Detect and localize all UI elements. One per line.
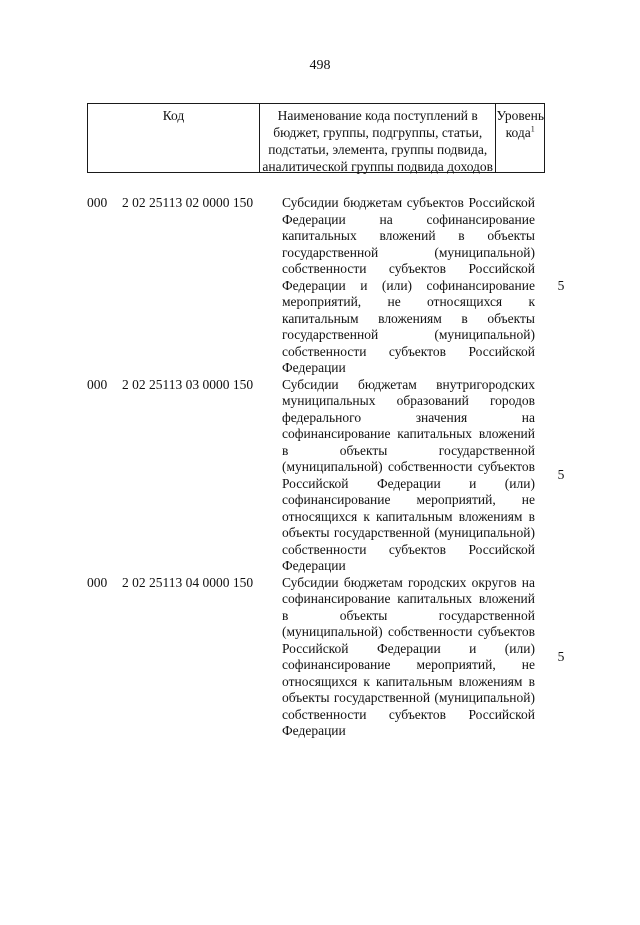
- row-admin-code: 000: [87, 195, 108, 210]
- header-name: Наименование кода поступлений в бюджет, группы, подгруппы, статьи, подстатьи, элемента, группы подвида, аналитической группы подвида доходов: [260, 104, 496, 172]
- row-income-code: 2 02 25113 04 0000 150: [122, 574, 254, 590]
- header-level-sublabel: [496, 124, 544, 141]
- row-income-name: Субсидии бюджетам субъектов Российской Федерации на софинансирование капитальных вложений в объекты государственной (муниципальной) собственности субъектов Российской Федерации и (или) софинансирование мероприятий, не относящихся к капитальным вложениям в объекты государственной (муниципальной) собственности субъектов Российской Федерации: [282, 195, 535, 375]
- row-level-value: 5: [557, 277, 565, 293]
- row-income-name: Субсидии бюджетам городских округов на софинансирование капитальных вложений в объекты государственной (муниципальной) собственности субъектов Российской Федерации и (или) софинансирование мероприятий, не относящихся к капитальным вложениям в объекты государственной (муниципальной) собственности субъектов Российской Федерации: [282, 574, 535, 738]
- row-level: [535, 575, 587, 740]
- row-income-code: 2 02 25113 02 0000 150: [122, 195, 254, 210]
- table-row: [87, 195, 587, 377]
- row-level-value: 5: [557, 648, 565, 664]
- table-body: [87, 195, 587, 740]
- row-level: [535, 377, 587, 575]
- header-level: [496, 104, 544, 172]
- page-number: 498: [309, 58, 331, 73]
- row-level-value: 5: [557, 467, 565, 483]
- row-income-code: 2 02 25113 03 0000 150: [122, 376, 254, 392]
- row-income-name: Субсидии бюджетам внутригородских муниципальных образований городов федерального значения на софинансирование капитальных вложений в объекты государственной (муниципальной) собственности субъектов Российской Федерации и (или) софинансирование мероприятий, не относящихся к капитальным вложениям в объекты государственной (муниципальной) собственности субъектов Российской Федерации: [282, 376, 535, 573]
- header-level-label: Уровень: [496, 108, 544, 123]
- table-header: [87, 103, 545, 173]
- header-level-code-word: кода: [505, 125, 531, 140]
- row-admin-code: 000: [87, 376, 108, 392]
- header-level-footnote: 1: [530, 124, 535, 134]
- header-code: Код: [88, 104, 260, 172]
- table-row: [87, 377, 587, 575]
- row-admin-code: 000: [87, 574, 108, 590]
- row-level: [535, 195, 587, 377]
- table-row: [87, 575, 587, 740]
